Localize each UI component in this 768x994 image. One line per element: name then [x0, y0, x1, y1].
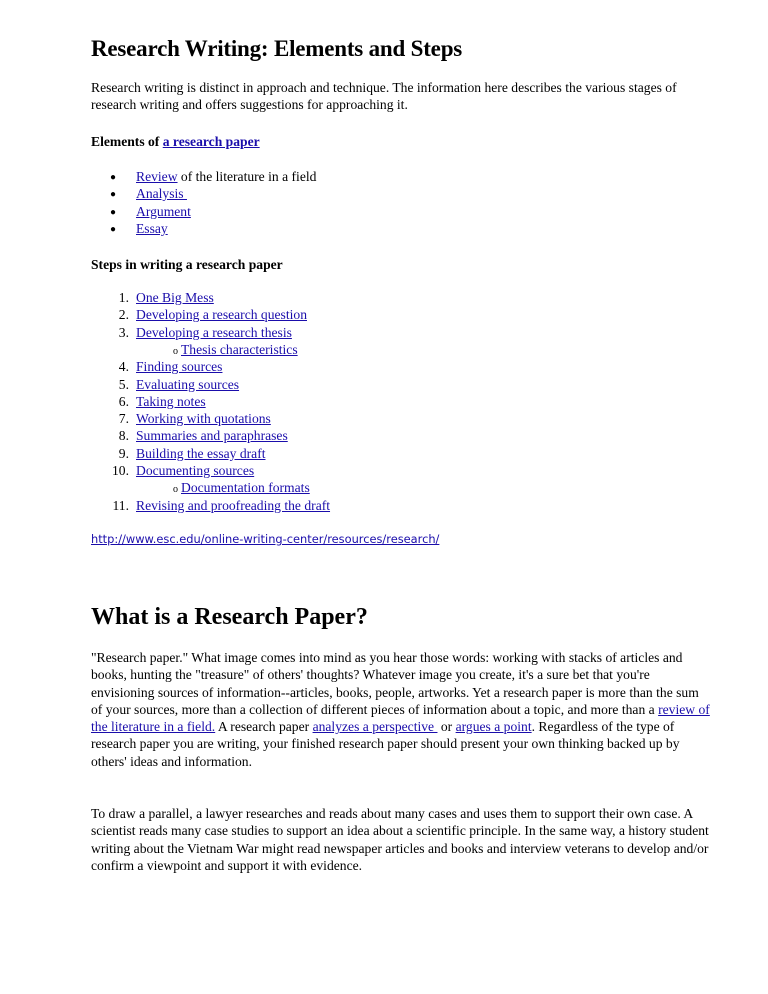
step-link[interactable]: One Big Mess [136, 290, 214, 305]
step-link[interactable]: Revising and proofreading the draft [136, 497, 331, 513]
page-title: Research Writing: Elements and Steps [91, 36, 463, 61]
sub-step-link[interactable]: Documentation formats [181, 480, 310, 496]
circle-bullet-icon: o [173, 345, 178, 357]
step-link[interactable]: Evaluating sources [136, 376, 240, 392]
sub-step-link[interactable]: Thesis characteristics [181, 341, 298, 357]
step-link[interactable]: Building the essay draft [136, 445, 266, 461]
step-number: 6. [118, 393, 129, 409]
step-number: 10. [112, 463, 129, 478]
elements-heading-prefix: Elements of [91, 134, 163, 149]
paragraph-2: To draw a parallel, a lawyer researches and reads about many cases and uses them to support their own case. A scientist reads many case studies to support an idea about a scientific principle. In the same way, a history student writing about the Vietnam War might read newspaper articles and books and interview veterans to develop and/or confirm a viewpoint and support it with evidence. [91, 806, 709, 873]
intro-paragraph: Research writing is distinct in approach and technique. The information here describes the various stages of research writing and offers suggestions for approaching it. [91, 80, 677, 113]
step-number: 11. [112, 497, 129, 513]
bullet-icon: ● [110, 224, 117, 235]
paragraph-text: or [437, 719, 456, 735]
step-link[interactable]: Documenting sources [136, 463, 255, 478]
steps-heading: Steps in writing a research paper [91, 257, 283, 272]
argues-point-link[interactable]: argues a point [455, 719, 532, 735]
paragraph-text: A research paper [215, 719, 313, 735]
research-paper-link[interactable]: a research paper [162, 134, 260, 149]
section-title: What is a Research Paper? [91, 604, 368, 630]
step-link[interactable]: Working with quotations [136, 411, 271, 427]
review-literature-link[interactable]: review of the literature in a field. [91, 701, 710, 735]
elements-heading [91, 134, 260, 150]
step-number: 1. [118, 290, 129, 305]
list-item-text: of the literature in a field [177, 169, 317, 184]
analyzes-perspective-link[interactable]: analyzes a perspective [312, 719, 438, 735]
paragraph-1 [91, 649, 711, 770]
paragraph-text: . Regardless of the type of research paper you are writing, your finished research paper should present your own thinking backed up by others' ideas and information. [91, 719, 680, 769]
essay-link[interactable]: Essay [136, 221, 168, 236]
step-link[interactable]: Finding sources [136, 359, 223, 375]
bullet-icon: ● [110, 207, 117, 218]
step-link[interactable]: Developing a research question [136, 307, 307, 323]
step-number: 7. [118, 411, 129, 427]
bullet-icon: ● [110, 172, 117, 183]
bullet-icon: ● [110, 189, 117, 200]
paragraph-text: "Research paper." What image comes into mind as you hear those words: working with stacks of articles and books, hunting the "treasure" of others' thoughts? Whatever image you create, it's a sure bet that you're envisioning sources of information--articles, books, people, artworks. Yet a research paper is more than the sum of your sources, more than a collection of different pieces of information about a topic, and more than a [91, 650, 699, 717]
argument-link[interactable]: Argument [136, 204, 191, 219]
step-link[interactable]: Developing a research thesis [136, 324, 292, 340]
step-number: 5. [118, 376, 129, 392]
step-number: 3. [118, 324, 129, 340]
step-number: 9. [118, 445, 129, 461]
step-number: 4. [118, 359, 129, 375]
step-number: 8. [118, 428, 129, 444]
analysis-link[interactable]: Analysis [136, 186, 187, 201]
step-link[interactable]: Taking notes [136, 393, 206, 409]
circle-bullet-icon: o [173, 484, 178, 496]
step-link[interactable]: Summaries and paraphrases [136, 428, 288, 444]
review-link[interactable]: Review [136, 169, 178, 184]
source-url-link[interactable]: http://www.esc.edu/online-writing-center/resources/research/ [91, 532, 440, 546]
step-number: 2. [118, 307, 129, 323]
